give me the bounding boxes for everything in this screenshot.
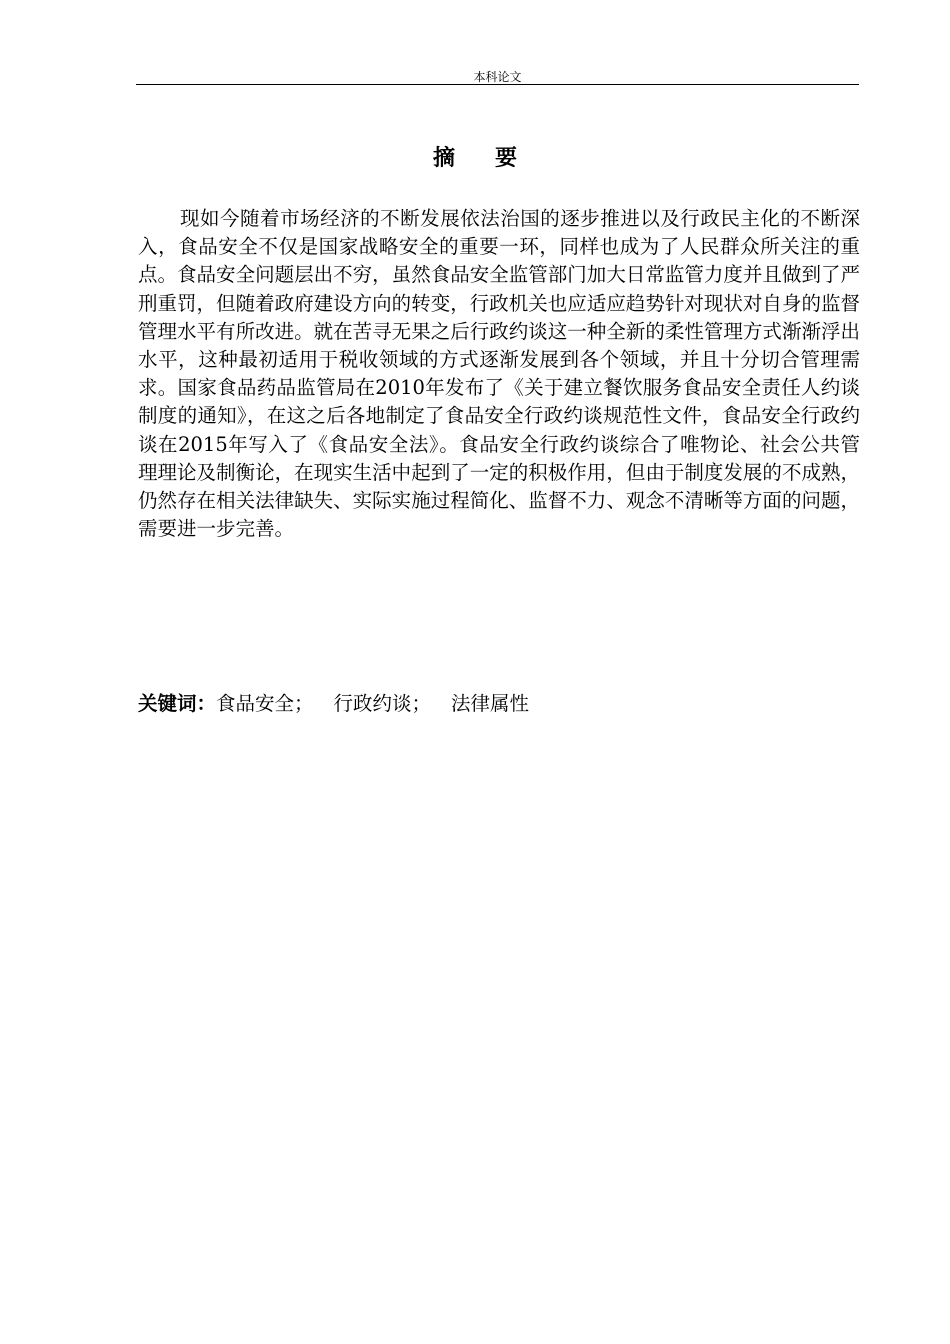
keyword-item: 食品安全； [216, 692, 314, 715]
header-text: 本科论文 [473, 70, 522, 84]
keywords-label: 关键词： [138, 692, 217, 715]
page-header [136, 66, 859, 85]
abstract-body: 现如今随着市场经济的不断发展依法治国的逐步推进以及行政民主化的不断深入，食品安全不仅是国家战略安全的重要一环，同样也成为了人民群众所关注的重点。食品安全问题层出不穷，虽然食品安全监管部门加大日常监管力度并且做到了严刑重罚，但随着政府建设方向的转变，行政机关也应适应趋势针对现状对自身的监督管理水平有所改进。就在苦寻无果之后行政约谈这一种全新的柔性管理方式渐渐浮出水平，这种最初适用于税收领域的方式逐渐发展到各个领域，并且十分切合管理需求。国家食品药品监管局在2010年发布了《关于建立餐饮服务食品安全责任人约谈制度的通知》，在这之后各地制定了食品安全行政约谈规范性文件，食品安全行政约谈在2015年写入了《食品安全法》。食品安全行政约谈综合了唯物论、社会公共管理理论及制衡论，在现实生活中起到了一定的积极作用，但由于制度发展的不成熟，仍然存在相关法律缺失、实际实施过程简化、监督不力、观念不清晰等方面的问题，需要进一步完善。 [138, 207, 860, 541]
keyword-item: 行政约谈； [333, 692, 432, 715]
keyword-item: 法律属性 [451, 692, 530, 715]
abstract-title: 摘要 [432, 146, 557, 171]
keywords-line [138, 690, 860, 718]
